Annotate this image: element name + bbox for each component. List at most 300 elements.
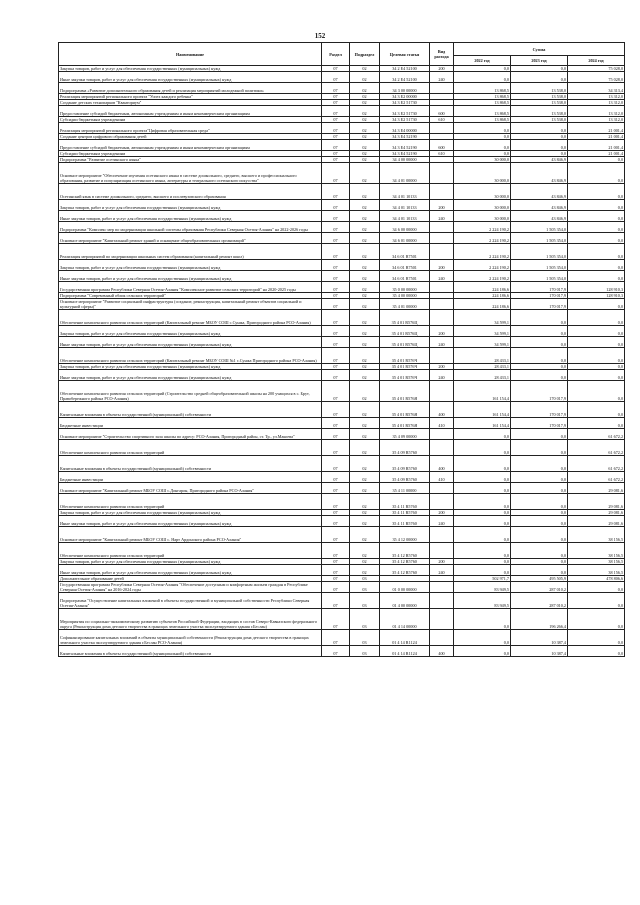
row-subsection: 02 xyxy=(350,83,380,94)
row-target-article: 34 6 01 R7501 xyxy=(380,271,430,282)
row-sum-2024: 61 672,2 xyxy=(568,440,625,456)
row-sum-2023: 1 505 354,0 xyxy=(511,233,568,244)
table-row xyxy=(59,163,625,184)
row-target-article: 34 3 Е4 52190 xyxy=(380,151,430,157)
row-sum-2022: 224 186,6 xyxy=(454,282,511,293)
row-sum-2023: 0,0 xyxy=(511,370,568,381)
row-expense-type xyxy=(430,593,454,609)
row-subsection: 02 xyxy=(350,402,380,418)
row-sum-2022: 0,0 xyxy=(454,565,511,576)
row-expense-type xyxy=(430,233,454,244)
row-sum-2023: 170 017,9 xyxy=(511,402,568,418)
row-expense-type xyxy=(430,299,454,310)
row-subsection: 02 xyxy=(350,100,380,106)
row-sum-2024: 0,0 xyxy=(568,630,625,646)
row-target-article: 34 6 01 R7501 xyxy=(380,260,430,271)
row-subsection: 02 xyxy=(350,151,380,157)
row-sum-2023: 10 387,4 xyxy=(511,646,568,657)
row-section: 07 xyxy=(322,211,350,222)
row-target-article: 35 4 12 R5760 xyxy=(380,559,430,565)
row-name: Капитальные вложения в объекты государственной (муниципальной) собственности xyxy=(59,646,322,657)
row-sum-2023: 13 538,0 xyxy=(511,100,568,106)
table-header xyxy=(59,43,625,66)
row-sum-2024: 478 806,6 xyxy=(568,576,625,582)
row-section: 07 xyxy=(322,233,350,244)
header-name: Наименование xyxy=(59,43,322,66)
row-sum-2024: 0,0 xyxy=(568,381,625,402)
row-name: Предоставление субсидий бюджетным, автономным учреждениям и иным некоммерческим организациям xyxy=(59,106,322,117)
row-sum-2022: 30 000,0 xyxy=(454,211,511,222)
row-subsection: 02 xyxy=(350,510,380,516)
table-row xyxy=(59,609,625,630)
row-section: 07 xyxy=(322,222,350,233)
row-expense-type xyxy=(430,440,454,456)
row-sum-2024: 61 672,2 xyxy=(568,472,625,483)
row-name: Субсидии бюджетным учреждениям xyxy=(59,117,322,123)
row-sum-2023: 0,0 xyxy=(511,527,568,543)
row-sum-2023: 43 846,9 xyxy=(511,157,568,163)
row-sum-2024: 21 001,4 xyxy=(568,134,625,140)
row-sum-2023: 1 505 354,0 xyxy=(511,271,568,282)
table-row xyxy=(59,516,625,527)
row-section: 07 xyxy=(322,94,350,100)
row-sum-2024: 0,0 xyxy=(568,348,625,364)
table-row xyxy=(59,326,625,337)
row-target-article: 34 4 01 10133 xyxy=(380,211,430,222)
row-subsection: 02 xyxy=(350,418,380,429)
row-section: 07 xyxy=(322,271,350,282)
row-sum-2022: 2 224 190,2 xyxy=(454,233,511,244)
row-name: Бюджетные инвестиции xyxy=(59,472,322,483)
row-name: Закупка товаров, работ и услуг для обеспечения государственных (муниципальных) нужд xyxy=(59,260,322,271)
row-name: Иные закупки товаров, работ и услуг для обеспечения государственных (муниципальных) нужд xyxy=(59,72,322,83)
row-section: 07 xyxy=(322,364,350,370)
row-expense-type: 400 xyxy=(430,456,454,472)
row-name: Закупка товаров, работ и услуг для обеспечения государственных (муниципальных) нужд xyxy=(59,364,322,370)
row-section: 07 xyxy=(322,163,350,184)
row-sum-2022: 0,0 xyxy=(454,559,511,565)
row-sum-2022: 161 154,4 xyxy=(454,381,511,402)
row-expense-type xyxy=(430,527,454,543)
row-expense-type xyxy=(430,222,454,233)
row-sum-2022: 34 599,1 xyxy=(454,326,511,337)
row-subsection: 03 xyxy=(350,593,380,609)
table-row xyxy=(59,440,625,456)
row-expense-type: 200 xyxy=(430,326,454,337)
row-name: Закупка товаров, работ и услуг для обеспечения государственных (муниципальных) нужд xyxy=(59,510,322,516)
table-row xyxy=(59,200,625,211)
row-sum-2023: 196 266,4 xyxy=(511,609,568,630)
row-sum-2022: 13 868,5 xyxy=(454,83,511,94)
row-sum-2022: 0,0 xyxy=(454,543,511,559)
row-sum-2022: 13 868,5 xyxy=(454,94,511,100)
row-expense-type: 410 xyxy=(430,418,454,429)
row-name: Реализация мероприятий регионального проекта"Цифровая образовательная среда" xyxy=(59,123,322,134)
row-name: Мероприятия по социально-экономическому развитию субъектов Российской Федерации, входящих в состав Северо-Кавказского федерального округа (Реконструкция дома детского творчества в границах земельного участка эксплуатируемого здания г.Беслан) xyxy=(59,609,322,630)
row-sum-2023: 0,0 xyxy=(511,429,568,440)
row-sum-2024: 0,0 xyxy=(568,260,625,271)
row-sum-2022: 0,0 xyxy=(454,123,511,134)
row-target-article: 34 3 Е2 00000 xyxy=(380,94,430,100)
row-section: 07 xyxy=(322,527,350,543)
row-subsection: 02 xyxy=(350,559,380,565)
row-name: Субсидии бюджетным учреждениям xyxy=(59,151,322,157)
row-sum-2023: 0,0 xyxy=(511,543,568,559)
row-sum-2022: 83 949,5 xyxy=(454,582,511,593)
row-subsection: 03 xyxy=(350,576,380,582)
row-name: Иные закупки товаров, работ и услуг для обеспечения государственных (муниципальных) нужд xyxy=(59,211,322,222)
table-row xyxy=(59,299,625,310)
row-section: 07 xyxy=(322,543,350,559)
row-sum-2024: 0,0 xyxy=(568,184,625,200)
row-sum-2024: 61 672,2 xyxy=(568,456,625,472)
row-target-article: 35 0 00 00000 xyxy=(380,282,430,293)
row-expense-type: 600 xyxy=(430,140,454,151)
row-expense-type: 200 xyxy=(430,200,454,211)
row-section: 07 xyxy=(322,418,350,429)
row-target-article: 34 2 Е4 52100 xyxy=(380,72,430,83)
row-expense-type xyxy=(430,494,454,510)
row-target-article: 35 4 00 00000 xyxy=(380,293,430,299)
row-expense-type: 240 xyxy=(430,72,454,83)
table-row xyxy=(59,123,625,134)
row-name: Обеспечение комплексного развития сельских территорий xyxy=(59,440,322,456)
row-sum-2024: 0,0 xyxy=(568,326,625,337)
row-sum-2023: 0,0 xyxy=(511,326,568,337)
row-section: 07 xyxy=(322,456,350,472)
row-sum-2023: 0,0 xyxy=(511,494,568,510)
row-subsection: 02 xyxy=(350,527,380,543)
row-target-article: 34 6 01 R7501 xyxy=(380,244,430,260)
row-name: Создание центров цифрового образования детей xyxy=(59,134,322,140)
row-sum-2022: 30 000,0 xyxy=(454,163,511,184)
row-sum-2022: 224 186,6 xyxy=(454,299,511,310)
row-target-article: 35 4 01 R576Я xyxy=(380,381,430,402)
row-name: Предоставление субсидий бюджетным, автономным учреждениям и иным некоммерческим организациям xyxy=(59,140,322,151)
row-sum-2023: 0,0 xyxy=(511,510,568,516)
table-row xyxy=(59,106,625,117)
row-expense-type xyxy=(430,582,454,593)
row-sum-2024: 13 312,0 xyxy=(568,100,625,106)
row-sum-2024: 0,0 xyxy=(568,370,625,381)
row-sum-2022: 2 224 190,2 xyxy=(454,222,511,233)
row-sum-2024: 0,0 xyxy=(568,211,625,222)
row-target-article: 34 3 Е2 51730 xyxy=(380,100,430,106)
header-expense-type: Вид расхода xyxy=(430,43,454,66)
row-section: 07 xyxy=(322,510,350,516)
row-target-article: 34 6 00 00000 xyxy=(380,222,430,233)
header-subsection: Подраздел xyxy=(350,43,380,66)
row-name: Иные закупки товаров, работ и услуг для обеспечения государственных (муниципальных) нужд xyxy=(59,565,322,576)
row-sum-2022: 13 868,5 xyxy=(454,117,511,123)
row-subsection: 02 xyxy=(350,233,380,244)
table-row xyxy=(59,337,625,348)
row-sum-2022: 28 433,1 xyxy=(454,348,511,364)
row-expense-type xyxy=(430,381,454,402)
row-section: 07 xyxy=(322,630,350,646)
row-sum-2023: 170 017,9 xyxy=(511,381,568,402)
row-subsection: 02 xyxy=(350,381,380,402)
row-expense-type: 240 xyxy=(430,565,454,576)
row-name: Обеспечение комплексного развития сельских территорий (Капитальный ремонт МБОУ СОШ с.Сунжа, Пригородного района РСО-Алания) xyxy=(59,310,322,326)
row-sum-2022: 0,0 xyxy=(454,151,511,157)
row-subsection: 02 xyxy=(350,123,380,134)
row-target-article: 34 3 Е2 51730 xyxy=(380,106,430,117)
row-subsection: 02 xyxy=(350,337,380,348)
row-subsection: 02 xyxy=(350,293,380,299)
row-name: Реализация мероприятий по модернизации школьных систем образования (капитальный ремонт школ) xyxy=(59,244,322,260)
row-sum-2024: 61 672,2 xyxy=(568,429,625,440)
table-row xyxy=(59,271,625,282)
row-sum-2022: 0,0 xyxy=(454,472,511,483)
row-sum-2024: 0,0 xyxy=(568,337,625,348)
row-sum-2023: 1 505 354,0 xyxy=(511,222,568,233)
row-sum-2024: 75 028,0 xyxy=(568,66,625,72)
budget-table xyxy=(58,42,625,657)
row-subsection: 02 xyxy=(350,117,380,123)
row-target-article: 35 4 11 R5760 xyxy=(380,516,430,527)
row-section: 07 xyxy=(322,244,350,260)
row-sum-2024: 38 156,5 xyxy=(568,565,625,576)
row-expense-type: 240 xyxy=(430,211,454,222)
row-sum-2023: 0,0 xyxy=(511,310,568,326)
row-sum-2024: 0,0 xyxy=(568,163,625,184)
row-section: 07 xyxy=(322,381,350,402)
row-sum-2024: 0,0 xyxy=(568,609,625,630)
row-sum-2022: 28 433,1 xyxy=(454,370,511,381)
row-section: 07 xyxy=(322,326,350,337)
table-row xyxy=(59,244,625,260)
row-target-article: 35 4 01 R576Ч xyxy=(380,370,430,381)
row-name: Подпрограмма "Осуществление капитальных вложений в объекты государственной и муниципальной собственности Республики Северная Осетия-Алания" xyxy=(59,593,322,609)
row-sum-2024: 34 313,4 xyxy=(568,83,625,94)
row-section: 07 xyxy=(322,72,350,83)
row-sum-2022: 83 949,5 xyxy=(454,593,511,609)
row-subsection: 02 xyxy=(350,134,380,140)
row-expense-type: 200 xyxy=(430,510,454,516)
row-section: 07 xyxy=(322,593,350,609)
table-row xyxy=(59,370,625,381)
row-section: 07 xyxy=(322,184,350,200)
row-section: 07 xyxy=(322,483,350,494)
row-name: Государственная программа Республики Северная Осетия-Алания "Обеспечение доступным и комфортным жильем граждан в Республике Северная Осетия-Алания" на 2016-2024 годы xyxy=(59,582,322,593)
row-section: 07 xyxy=(322,123,350,134)
row-name: Обеспечение комплексного развития сельских территорий (Капитальный ремонт МБОУ СОШ №1 с.Сунжа Пригородного района РСО-Алания) xyxy=(59,348,322,364)
row-sum-2023: 0,0 xyxy=(511,140,568,151)
row-target-article: 01 4 14 R1124 xyxy=(380,646,430,657)
row-expense-type xyxy=(430,163,454,184)
row-target-article: 35 4 01 R576Ч xyxy=(380,348,430,364)
row-sum-2022: 0,0 xyxy=(454,609,511,630)
row-name: Основное мероприятие "Строительство спортивного зала школы по адресу: РСО-Алания, Пригородный район, ст. Тр., ул.Макоева" xyxy=(59,429,322,440)
row-target-article: 35 4 01 R576Ц xyxy=(380,326,430,337)
row-sum-2024: 29 081,6 xyxy=(568,483,625,494)
table-row xyxy=(59,310,625,326)
row-target-article: 34 3 Е4 00000 xyxy=(380,123,430,134)
row-sum-2024: 29 081,6 xyxy=(568,510,625,516)
row-name: Закупка товаров, работ и услуг для обеспечения государственных (муниципальных) нужд xyxy=(59,326,322,337)
row-sum-2022: 0,0 xyxy=(454,494,511,510)
row-sum-2022: 0,0 xyxy=(454,646,511,657)
row-subsection: 02 xyxy=(350,260,380,271)
row-name: Подпрограмма "Развитие осетинского языка" xyxy=(59,157,322,163)
table-row xyxy=(59,483,625,494)
row-expense-type xyxy=(430,244,454,260)
row-section: 07 xyxy=(322,582,350,593)
row-sum-2023: 0,0 xyxy=(511,516,568,527)
row-target-article: 35 4 01 R576Ц xyxy=(380,337,430,348)
header-year-2024: 2024 год xyxy=(568,56,625,66)
row-expense-type xyxy=(430,123,454,134)
row-target-article: 35 4 09 00000 xyxy=(380,429,430,440)
row-section: 07 xyxy=(322,157,350,163)
row-target-article: 34 2 Е4 52100 xyxy=(380,66,430,72)
row-subsection: 02 xyxy=(350,157,380,163)
row-section: 07 xyxy=(322,282,350,293)
row-expense-type xyxy=(430,83,454,94)
row-expense-type xyxy=(430,483,454,494)
row-sum-2024: 0,0 xyxy=(568,646,625,657)
table-row xyxy=(59,565,625,576)
row-subsection: 02 xyxy=(350,211,380,222)
row-target-article: 34 6 01 00000 xyxy=(380,233,430,244)
row-sum-2023: 13 538,0 xyxy=(511,117,568,123)
row-subsection: 03 xyxy=(350,646,380,657)
row-expense-type: 400 xyxy=(430,402,454,418)
row-section: 07 xyxy=(322,200,350,211)
row-sum-2022: 2 224 190,2 xyxy=(454,244,511,260)
row-expense-type: 240 xyxy=(430,271,454,282)
table-row xyxy=(59,646,625,657)
row-sum-2023: 0,0 xyxy=(511,559,568,565)
row-name: Закупка товаров, работ и услуг для обеспечения государственных (муниципальных) нужд xyxy=(59,200,322,211)
row-sum-2023: 0,0 xyxy=(511,123,568,134)
table-row xyxy=(59,582,625,593)
row-target-article: 35 4 01 R576Я xyxy=(380,418,430,429)
row-section: 07 xyxy=(322,293,350,299)
row-subsection: 02 xyxy=(350,310,380,326)
row-target-article: 34 4 01 10133 xyxy=(380,200,430,211)
row-sum-2023: 0,0 xyxy=(511,337,568,348)
row-sum-2023: 13 538,0 xyxy=(511,106,568,117)
row-target-article: 35 4 09 R5760 xyxy=(380,440,430,456)
row-name: Капитальные вложения в объекты государственной (муниципальной) собственности xyxy=(59,456,322,472)
row-subsection: 02 xyxy=(350,184,380,200)
table-row xyxy=(59,140,625,151)
row-target-article: 01 4 14 00000 xyxy=(380,609,430,630)
row-expense-type: 240 xyxy=(430,516,454,527)
row-section: 07 xyxy=(322,472,350,483)
row-section: 07 xyxy=(322,83,350,94)
row-sum-2022: 0,0 xyxy=(454,429,511,440)
row-section: 07 xyxy=(322,402,350,418)
header-target-article: Целевая статья xyxy=(380,43,430,66)
row-section: 07 xyxy=(322,66,350,72)
row-sum-2024: 0,0 xyxy=(568,200,625,211)
row-target-article: 34 3 Е4 52190 xyxy=(380,134,430,140)
row-target-article: 34 3 00 00000 xyxy=(380,83,430,94)
row-sum-2022: 0,0 xyxy=(454,516,511,527)
row-target-article: 35 4 11 R5760 xyxy=(380,494,430,510)
row-section: 07 xyxy=(322,106,350,117)
row-expense-type xyxy=(430,310,454,326)
row-section: 07 xyxy=(322,370,350,381)
row-subsection: 02 xyxy=(350,472,380,483)
row-expense-type: 610 xyxy=(430,151,454,157)
row-name: Иные закупки товаров, работ и услуг для обеспечения государственных (муниципальных) нужд xyxy=(59,337,322,348)
row-target-article: 35 4 12 00000 xyxy=(380,527,430,543)
row-name: Основное мероприятие "Капитальный ремонт МБОУ СОШ с. Нарт Ардонского района РСО-Алания" xyxy=(59,527,322,543)
row-sum-2022: 0,0 xyxy=(454,456,511,472)
row-target-article: 34 4 00 00000 xyxy=(380,157,430,163)
table-row xyxy=(59,348,625,364)
row-sum-2024: 21 001,4 xyxy=(568,151,625,157)
row-sum-2023: 0,0 xyxy=(511,364,568,370)
row-expense-type: 600 xyxy=(430,106,454,117)
row-sum-2024: 0,0 xyxy=(568,593,625,609)
row-target-article: 01 4 14 R1124 xyxy=(380,630,430,646)
row-subsection: 02 xyxy=(350,140,380,151)
row-name: Обеспечение комплексного развития сельских территорий (Строительство средней общеобразовательной школы на 200 учащихся в с. Брут, Правобережного района РСО-Алания) xyxy=(59,381,322,402)
table-row xyxy=(59,282,625,293)
row-sum-2022: 13 868,5 xyxy=(454,100,511,106)
row-target-article: 35 4 11 R5760 xyxy=(380,510,430,516)
row-sum-2022: 34 599,1 xyxy=(454,310,511,326)
row-target-article: 01 4 00 00000 xyxy=(380,593,430,609)
row-expense-type xyxy=(430,429,454,440)
row-sum-2024: 38 156,5 xyxy=(568,559,625,565)
row-sum-2022: 0,0 xyxy=(454,630,511,646)
row-name: Основное мероприятие "Капитальный ремонт зданий и оснащение общеобразовательных организаций" xyxy=(59,233,322,244)
row-target-article: 34 4 01 00000 xyxy=(380,163,430,184)
row-section: 07 xyxy=(322,151,350,157)
row-sum-2022: 2 224 190,2 xyxy=(454,260,511,271)
row-name: Основное мероприятие "Капитальный ремонт МБОУ СОШ с.Донгарон, Пригородного района РСО-Алания" xyxy=(59,483,322,494)
row-section: 07 xyxy=(322,516,350,527)
table-body xyxy=(59,66,625,657)
table-row xyxy=(59,402,625,418)
row-sum-2024: 128 910,3 xyxy=(568,293,625,299)
row-section: 07 xyxy=(322,310,350,326)
row-sum-2022: 2 224 190,2 xyxy=(454,271,511,282)
row-sum-2023: 1 505 354,0 xyxy=(511,260,568,271)
row-sum-2023: 0,0 xyxy=(511,456,568,472)
row-expense-type: 240 xyxy=(430,370,454,381)
row-expense-type: 200 xyxy=(430,559,454,565)
row-expense-type xyxy=(430,609,454,630)
row-subsection: 02 xyxy=(350,244,380,260)
row-name: Осетинский язык в системе дошкольного, среднего, высшего и послевузовского образования xyxy=(59,184,322,200)
header-year-2023: 2023 год xyxy=(511,56,568,66)
row-section: 07 xyxy=(322,646,350,657)
row-target-article: 01 0 00 00000 xyxy=(380,582,430,593)
table-row xyxy=(59,381,625,402)
row-expense-type xyxy=(430,282,454,293)
table-row xyxy=(59,429,625,440)
row-sum-2023: 170 017,9 xyxy=(511,418,568,429)
table-row xyxy=(59,260,625,271)
table-row xyxy=(59,593,625,609)
row-sum-2022: 30 000,0 xyxy=(454,200,511,211)
row-sum-2024: 29 081,6 xyxy=(568,494,625,510)
row-target-article: 35 4 01 00000 xyxy=(380,299,430,310)
row-sum-2022: 30 000,0 xyxy=(454,184,511,200)
row-sum-2024: 29 081,6 xyxy=(568,516,625,527)
row-subsection: 03 xyxy=(350,609,380,630)
row-expense-type xyxy=(430,630,454,646)
row-subsection: 02 xyxy=(350,163,380,184)
row-sum-2023: 10 387,4 xyxy=(511,630,568,646)
